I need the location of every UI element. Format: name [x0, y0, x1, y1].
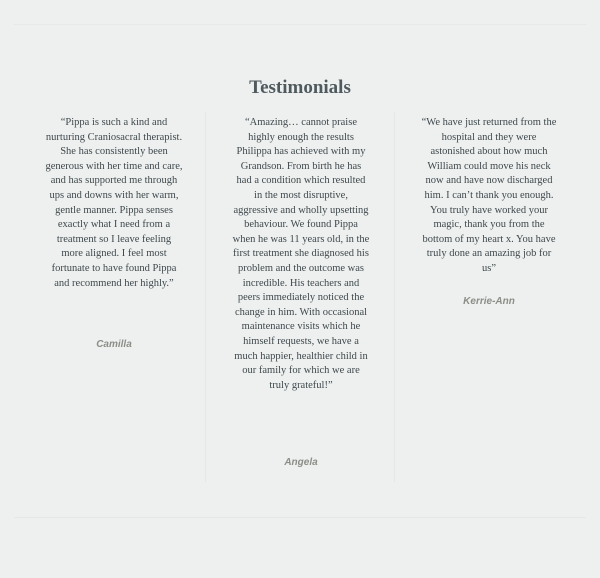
column-divider — [205, 112, 206, 482]
testimonial-author: Kerrie-Ann — [463, 296, 515, 307]
testimonial-quote: “Pippa is such a kind and nurturing Craniosacral therapist. She has consistently been generous with her time and care, and has supported me through ups and downs with her warm, gentle manner. Pippa senses exactly what I need from a treatment so I leave feeling more aligned. I feel most fortunate to have found Pippa and recommend her highly.” — [45, 117, 183, 289]
testimonial-card — [420, 116, 558, 307]
testimonial-card — [45, 116, 183, 350]
section-title: Testimonials — [249, 77, 351, 98]
testimonial-card — [232, 116, 370, 468]
testimonial-author: Angela — [284, 457, 318, 468]
testimonial-author: Camilla — [96, 339, 132, 350]
testimonial-quote: “Amazing… cannot praise highly enough the results Philippa has achieved with my Grandson. From birth he has had a condition which resulted in the most disruptive, aggressive and wholly upsetting behaviour. We found Pippa when he was 11 years old, in the first treatment she diagnosed his problem and the outcome was incredible. His teachers and peers immediately noticed the change in him. With occasional maintenance visits which he himself requests, we have a much happier, healthier child in our family for which we are truly grateful!” — [232, 117, 370, 391]
column-divider — [394, 112, 395, 482]
testimonial-quote: “We have just returned from the hospital and they were astonished about how much William could move his neck now and have now discharged him. I can’t thank you enough. You truly have worked your magic, thank you from the bottom of my heart x. You have truly done an amazing job for us” — [421, 117, 557, 274]
